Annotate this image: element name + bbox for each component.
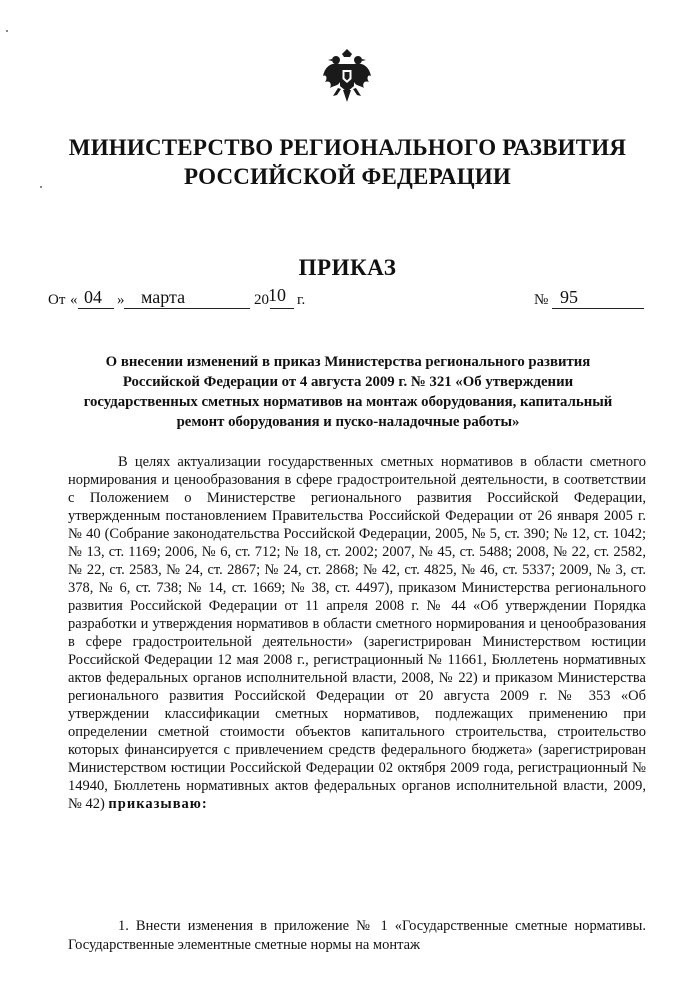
order-title: ПРИКАЗ (298, 255, 397, 280)
order-month: марта (141, 287, 186, 307)
order-number: 95 (560, 287, 578, 307)
order-date-line (48, 286, 648, 310)
scan-speck (6, 30, 8, 32)
ministry-name-line2: РОССИЙСКОЙ ФЕДЕРАЦИИ (184, 164, 511, 189)
preamble-paragraph (68, 453, 646, 813)
order-heading: О внесении изменений в приказ Министерства регионального развития Российской Федерации от 4 августа 2009 г. № 321 «Об утверждении государственных сметных нормативов на монтаж оборудования, капитальный ремонт оборудования и пуско-наладочные работы» (83, 354, 613, 430)
year-underline (270, 308, 294, 309)
order-year: 10 (268, 285, 286, 305)
double-headed-eagle-icon (322, 48, 372, 104)
month-underline (124, 308, 250, 309)
number-label: № (534, 292, 549, 308)
year-suffix: г. (297, 292, 306, 308)
date-prefix: От (48, 292, 66, 308)
scan-speck (40, 186, 42, 188)
quote-close: » (117, 292, 125, 308)
order-directive: приказываю: (108, 796, 208, 812)
quote-open: « (70, 292, 78, 308)
preamble-text: В целях актуализации государственных сметных нормативов в области сметного нормирования и ценообразования в сфере градостроительной деятельности, в соответствии с Положением о Министерстве регионального развития Российской Федерации, утвержденным постановлением Правительства Российской Федерации от 26 января 2005 г. № 40 (Собрание законодательства Российской Федерации, 2005, № 5, ст. 390; № 12, ст. 1042; № 13, ст. 1169; 2006, № 6, ст. 712; № 18, ст. 2002; 2007, № 45, ст. 5488; 2008, № 22, ст. 2582, № 22, ст. 2583, № 24, ст. 2867; № 24, ст. 2868; № 42, ст. 4825, № 46, ст. 5337; 2009, № 3, ст. 378, № 6, ст. 738; № 14, ст. 1669; № 38, ст. 4497), приказом Министерства регионального развития Российской Федерации от 11 апреля 2008 г. № 44 «Об утверждении Порядка разработки и утверждения нормативов в области сметного нормирования и ценообразования в сфере градостроительной деятельности» (зарегистрирован Министерством юстиции Российской Федерации 12 мая 2008 г., регистрационный № 11661, Бюллетень нормативных актов федеральных органов исполнительной власти, 2008, № 22) и приказом Министерства регионального развития Российской Федерации от 20 августа 2009 г. № 353 «Об утверждении классификации сметных нормативов, подлежащих применению при определении сметной стоимости объектов капитального строительства, строительство которых финансируется с привлечением средств федерального бюджета» (зарегистрирован Министерством юстиции Российской Федерации 02 октября 2009 года, регистрационный № 14940, Бюллетень нормативных актов федеральных органов исполнительной власти, 2009, № 42) (68, 454, 646, 812)
order-day: 04 (84, 287, 102, 307)
number-underline (552, 308, 644, 309)
year-prefix: 20 (254, 292, 269, 308)
ministry-name (40, 133, 655, 191)
order-item-1: 1. Внести изменения в приложение № 1 «Государственные сметные нормативы. Государственные элементные сметные нормы на монтаж (68, 918, 646, 953)
day-underline (78, 308, 114, 309)
ministry-name-line1: МИНИСТЕРСТВО РЕГИОНАЛЬНОГО РАЗВИТИЯ (68, 135, 627, 160)
